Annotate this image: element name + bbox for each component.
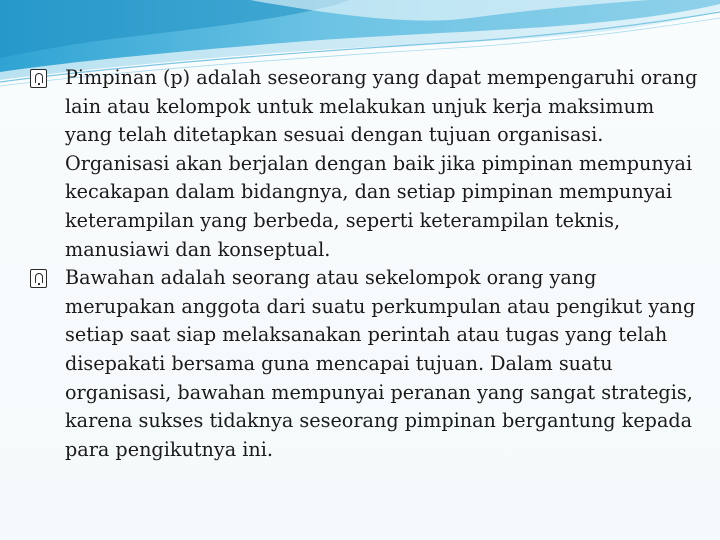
bullet-text: Pimpinan (p) adalah seseorang yang dapat mempengaruhi orang lain atau kelompok untuk melakukan unjuk kerja maksimum yang telah ditetapkan sesuai dengan tujuan organisasi. Organisasi akan berjalan dengan baik jika pimpinan mempunyai kecakapan dalam bidangnya, dan setiap pimpinan mempunyai keterampilan yang berbeda, seperti keterampilan teknis, manusiawi dan konseptual.: [65, 66, 698, 261]
content-area: [30, 64, 700, 464]
bullet-text: Bawahan adalah seorang atau sekelompok orang yang merupakan anggota dari suatu perkumpulan atau pengikut yang setiap saat siap melaksanakan perintah atau tugas yang telah disepakati bersama guna mencapai tujuan. Dalam suatu organisasi, bawahan mempunyai peranan yang sangat strategis, karena sukses tidaknya seseorang pimpinan bergantung kepada para pengikutnya ini.: [65, 266, 696, 461]
bullet-item-2: [30, 264, 700, 464]
missing-glyph-icon: [30, 69, 47, 88]
missing-glyph-icon: [30, 269, 47, 288]
bullet-item-1: [30, 64, 700, 264]
